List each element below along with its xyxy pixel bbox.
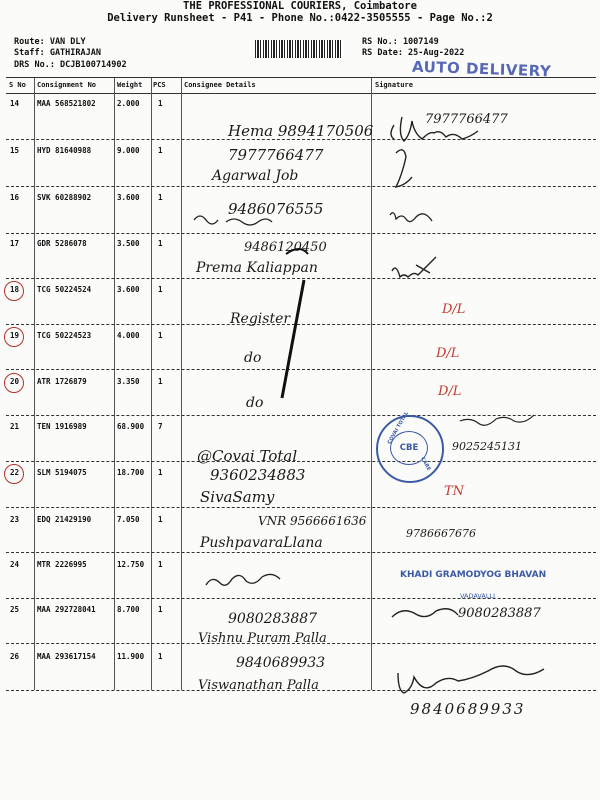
row-weight: 12.750 — [117, 560, 145, 569]
row-sno: 26 — [10, 652, 20, 661]
handwritten-consignee: 7977766477 — [228, 146, 324, 164]
row-consignment: MAA 293617154 — [37, 652, 96, 661]
row-sno: 23 — [10, 515, 20, 524]
auto-delivery-stamp: AUTO DELIVERY — [411, 57, 552, 81]
row-consignment: ATR 1726879 — [37, 377, 87, 386]
row-sno: 25 — [10, 605, 20, 614]
row-consignment: MTR 2226995 — [37, 560, 87, 569]
handwritten-consignee: do — [244, 350, 262, 366]
row-weight: 18.700 — [117, 468, 145, 477]
row-consignment: GDR 5286078 — [37, 239, 87, 248]
col-header-signature: Signature — [375, 81, 413, 89]
row-pcs: 1 — [158, 468, 163, 477]
row-pcs: 1 — [158, 605, 163, 614]
row-weight: 9.000 — [117, 146, 140, 155]
row-weight: 11.900 — [117, 652, 145, 661]
row-consignment: HYD 81640988 — [37, 146, 92, 155]
red-circle-mark — [4, 464, 24, 484]
handwritten-consignee: 9360234883 — [210, 466, 306, 484]
row-pcs: 1 — [158, 652, 163, 661]
cbe-stamp-center: CBE — [390, 431, 428, 465]
bottom-phone: 9840689933 — [410, 700, 526, 718]
handwritten-consignee: Hema 9894170506 — [228, 122, 374, 140]
signature-phone: 9025245131 — [452, 440, 522, 453]
handwritten-consignee: SivaSamy — [200, 488, 275, 506]
row-pcs: 7 — [158, 422, 163, 431]
row-sno: 21 — [10, 422, 20, 431]
drs-label: DRS No.: DCJB100714902 — [14, 60, 127, 70]
company-title: THE PROFESSIONAL COURIERS, Coimbatore — [183, 0, 417, 12]
row-sno: 16 — [10, 193, 20, 202]
delivered-mark: D/L — [436, 346, 460, 361]
row-consignment: TCG 50224524 — [37, 285, 92, 294]
handwritten-consignee: Register — [230, 311, 291, 327]
handwritten-consignee: Vishnu Puram Palla — [198, 631, 327, 646]
signature-tn: TN — [444, 484, 465, 499]
row-weight: 3.350 — [117, 377, 140, 386]
signature-phone: 9786667676 — [406, 527, 476, 540]
row-weight: 4.000 — [117, 331, 140, 340]
row-weight: 8.700 — [117, 605, 140, 614]
row-sno: 17 — [10, 239, 20, 248]
row-weight: 2.000 — [117, 99, 140, 108]
handwritten-consignee: do — [246, 395, 264, 411]
handwritten-consignee: VNR 9566661636 — [258, 514, 367, 528]
handwritten-consignee: @Covai Total — [197, 447, 298, 465]
col-header-weight: Weight — [117, 81, 143, 89]
handwritten-consignee: 9080283887 — [228, 611, 318, 627]
row-consignment: SVK 60288902 — [37, 193, 92, 202]
col-header-consignee: Consignee Details — [184, 81, 256, 89]
col-header-consignment: Consignment No — [37, 81, 97, 89]
row-sno: 15 — [10, 146, 20, 155]
row-sno: 19 — [10, 331, 20, 340]
row-pcs: 1 — [158, 331, 163, 340]
khadi-stamp-title: KHADI GRAMODYOG BHAVAN — [400, 570, 547, 580]
row-sno: 22 — [10, 468, 20, 477]
row-sno: 14 — [10, 99, 20, 108]
route-label: Route: VAN DLY — [14, 37, 86, 47]
red-circle-mark — [4, 373, 24, 393]
row-pcs: 1 — [158, 99, 163, 108]
delivered-mark: D/L — [438, 384, 462, 399]
handwritten-consignee: 9486076555 — [228, 200, 324, 218]
col-header-sno: S No — [9, 81, 26, 89]
khadi-stamp-place: VADAVALLI — [460, 592, 496, 600]
handwritten-consignee: Prema Kaliappan — [196, 260, 318, 276]
row-weight: 3.600 — [117, 285, 140, 294]
khadi-stamp — [400, 570, 565, 600]
row-pcs: 1 — [158, 146, 163, 155]
rs-no: RS No.: 1007149 — [362, 37, 439, 47]
row-pcs: 1 — [158, 193, 163, 202]
row-consignment: TCG 50224523 — [37, 331, 92, 340]
handwritten-consignee: Viswanathan Palla — [198, 678, 319, 693]
row-consignment: MAA 292728041 — [37, 605, 96, 614]
barcode — [255, 40, 343, 58]
handwritten-consignee: 9840689933 — [236, 655, 326, 671]
staff-label: Staff: GATHIRAJAN — [14, 48, 101, 58]
table-header-border — [6, 93, 596, 94]
row-sno: 18 — [10, 285, 20, 294]
col-header-pcs: PCS — [153, 81, 166, 89]
cbe-stamp-ring-right: CARE — [419, 456, 432, 472]
row-consignment: SLM 5194075 — [37, 468, 87, 477]
row-pcs: 1 — [158, 515, 163, 524]
signature-phone: 9080283887 — [458, 606, 541, 621]
signature-phone: 7977766477 — [425, 112, 508, 127]
cbe-stamp-ring-left: COVAI TOTAL — [386, 410, 410, 446]
row-weight: 3.500 — [117, 239, 140, 248]
row-consignment: MAA 568521802 — [37, 99, 96, 108]
row-sno: 24 — [10, 560, 20, 569]
runsheet-subtitle: Delivery Runsheet - P41 - Phone No.:0422-3505555 - Page No.:2 — [107, 12, 493, 24]
row-weight: 3.600 — [117, 193, 140, 202]
cbe-stamp — [376, 410, 444, 483]
row-weight: 7.050 — [117, 515, 140, 524]
row-pcs: 1 — [158, 560, 163, 569]
row-consignment: TEN 1916989 — [37, 422, 87, 431]
row-pcs: 1 — [158, 377, 163, 386]
row-weight: 68.900 — [117, 422, 145, 431]
red-circle-mark — [4, 281, 24, 301]
table-top-border — [6, 77, 596, 78]
delivered-mark: D/L — [442, 302, 466, 317]
handwritten-consignee: Agarwal Job — [212, 168, 299, 184]
row-sno: 20 — [10, 377, 20, 386]
row-pcs: 1 — [158, 285, 163, 294]
red-circle-mark — [4, 327, 24, 347]
handwritten-consignee: PushpavaraLlana — [200, 535, 323, 551]
row-consignment: EDQ 21429190 — [37, 515, 92, 524]
row-pcs: 1 — [158, 239, 163, 248]
handwritten-consignee: 9486120450 — [244, 240, 327, 255]
rs-date: RS Date: 25-Aug-2022 — [362, 48, 465, 58]
